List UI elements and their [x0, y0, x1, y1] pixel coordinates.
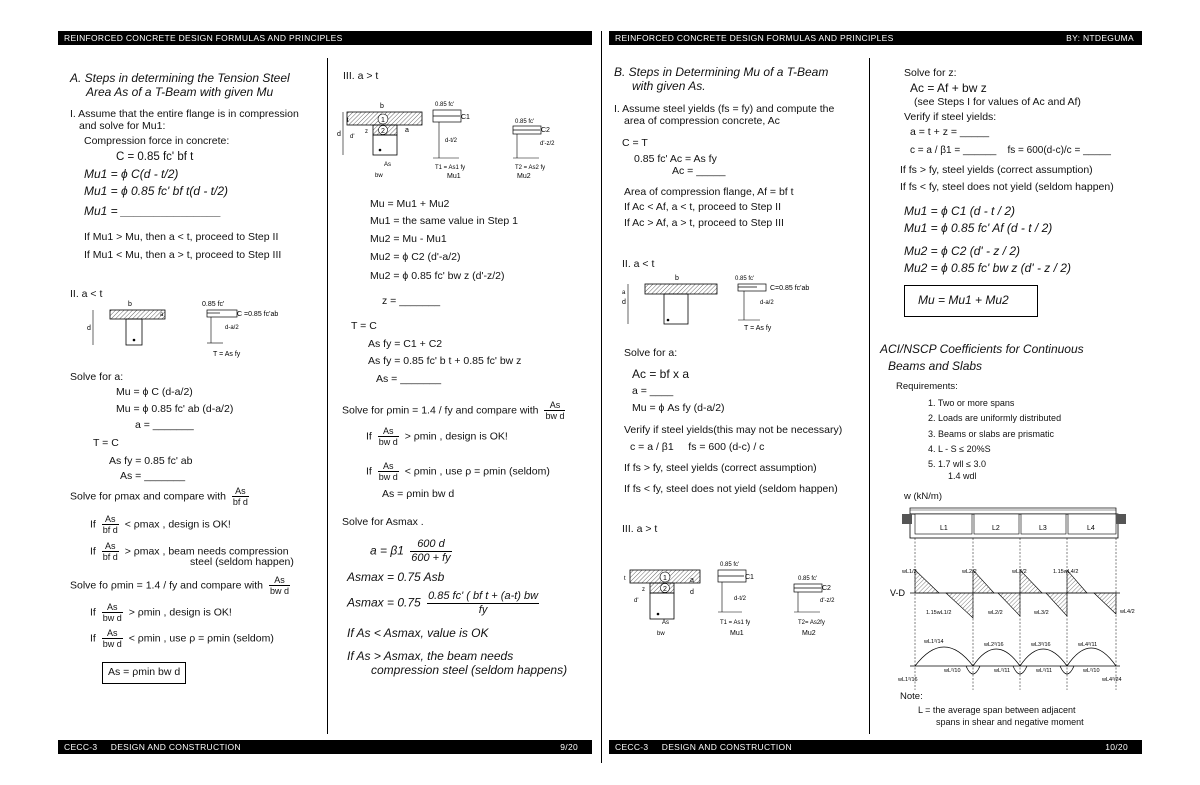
svg-text:b: b	[380, 103, 384, 110]
right-footer-page: 10/20	[1105, 742, 1128, 752]
mu-a2: Mu = ϕ 0.85 fc' ab (d-a/2)	[116, 403, 234, 415]
svg-text:T = As fy: T = As fy	[744, 325, 772, 332]
asmax-eq-2: Asmax = 0.75 $\frac{\text{0.85 fc' ( bf t + (a-t) bw}}{fy}$	[347, 590, 539, 616]
section-b-title-2: with given As.	[632, 79, 706, 93]
b-c-eq: c = a / β1 fs = 600 (d-c) / c	[630, 441, 765, 453]
svg-text:a: a	[405, 127, 409, 134]
svg-text:L2: L2	[992, 525, 1000, 532]
solve-asmax: Solve for Asmax .	[342, 516, 424, 528]
mu-sum: Mu = Mu1 + Mu2	[370, 198, 450, 210]
c-if-fs-lt: If fs < fy, steel does not yield (seldom happen)	[900, 181, 1114, 193]
svg-text:C2: C2	[541, 127, 550, 134]
svg-text:C1: C1	[461, 114, 470, 121]
b-a-blank: a = ____	[632, 385, 674, 397]
t-eq-c: T = C	[93, 437, 119, 449]
svg-text:0.85 fc': 0.85 fc'	[435, 102, 455, 108]
b-step1-line1: I. Assume steel yields (fs = fy) and compute the	[614, 103, 835, 115]
b-solve-for-a: Solve for a:	[624, 347, 678, 359]
svg-text:T2= As2fy: T2= As2fy	[798, 620, 825, 626]
if-as-comp-2: compression steel (seldom happens)	[371, 663, 568, 677]
svg-text:0.85 fc': 0.85 fc'	[798, 576, 818, 582]
if-gt-rho-max: If $\frac{As}{\text{bf d}}$ > ρmax , beam needs compression	[90, 541, 289, 562]
asfy-expand: As fy = 0.85 fc' b t + 0.85 fc' bw z	[368, 355, 522, 367]
left-footer-page: 9/20	[560, 742, 578, 752]
t-eq-c-2: T = C	[351, 320, 377, 332]
svg-text:d-a/2: d-a/2	[760, 300, 774, 306]
svg-text:d-t/2: d-t/2	[734, 596, 747, 602]
svg-text:wL4²/11: wL4²/11	[1078, 642, 1098, 648]
svg-text:bw: bw	[375, 173, 383, 179]
svg-text:As: As	[662, 620, 670, 626]
eq-mu1-b: Mu1 = ϕ 0.85 fc' bf t(d - t/2)	[84, 184, 229, 198]
step1-line2: and solve for Mu1:	[79, 120, 166, 132]
svg-text:d: d	[87, 325, 91, 332]
if-lt-rho-min: If $\frac{As}{\text{bw d}}$ < ρmin , use ρ = ρmin (seldom)	[90, 628, 274, 649]
svg-text:wL3²/16: wL3²/16	[1031, 642, 1051, 648]
svg-text:wL²/11: wL²/11	[1036, 668, 1053, 674]
as-blank-2: As = _______	[376, 373, 442, 385]
left-header-title: REINFORCED CONCRETE DESIGN FORMULAS AND PRINCIPLES	[64, 33, 343, 43]
svg-text:b: b	[675, 275, 679, 282]
b-step1-line2: area of compression concrete, Ac	[624, 115, 780, 127]
svg-text:a: a	[622, 290, 626, 296]
svg-text:C1: C1	[745, 574, 754, 581]
right-column-divider	[869, 58, 870, 734]
c-see-steps: (see Steps I for values of Ac and Af)	[914, 96, 1081, 108]
if-as-ok: If As < Asmax, value is OK	[347, 626, 489, 640]
z-blank: z = _______	[382, 295, 441, 307]
left-footer-course: CECC-3 DESIGN AND CONSTRUCTION	[64, 742, 241, 752]
svg-text:L1: L1	[940, 525, 948, 532]
gt-rho-max-line2: steel (seldom happen)	[190, 556, 294, 568]
svg-text:C =0.85 fc'ab: C =0.85 fc'ab	[237, 311, 279, 318]
b-step3-label: III. a > t	[622, 523, 658, 535]
svg-text:wL1²/14: wL1²/14	[924, 639, 944, 645]
c-mu-total: Mu = Mu1 + Mu2	[918, 293, 1009, 307]
svg-text:d-t/2: d-t/2	[445, 138, 458, 144]
svg-text:bw: bw	[657, 631, 665, 637]
svg-text:0.85 fc': 0.85 fc'	[720, 562, 740, 568]
asmax-eq-1: Asmax = 0.75 Asb	[347, 570, 445, 584]
right-footer-course: CECC-3 DESIGN AND CONSTRUCTION	[615, 742, 792, 752]
svg-text:1.15wL1/2: 1.15wL1/2	[926, 610, 952, 616]
svg-text:wL1/2: wL1/2	[902, 569, 917, 575]
svg-text:wL²/11: wL²/11	[994, 668, 1011, 674]
svg-text:t: t	[624, 576, 626, 582]
svg-text:Mu2: Mu2	[517, 173, 531, 180]
note-line2: spans in shear and negative moment	[936, 717, 1084, 727]
b-ac-eq: 0.85 fc' Ac = As fy	[634, 153, 717, 165]
svg-text:wL3/2: wL3/2	[1012, 569, 1027, 575]
step3-label: III. a > t	[343, 70, 379, 82]
svg-text:1.15wL4/2: 1.15wL4/2	[1053, 569, 1079, 575]
right-header-title: REINFORCED CONCRETE DESIGN FORMULAS AND PRINCIPLES	[615, 33, 894, 43]
svg-text:C=0.85 fc'ab: C=0.85 fc'ab	[770, 285, 810, 292]
svg-text:Mu1: Mu1	[447, 173, 461, 180]
svg-text:Mu1: Mu1	[730, 630, 744, 637]
if-as-comp-1: If As > Asmax, the beam needs	[347, 649, 514, 663]
b-if-ac-lt: If Ac < Af, a < t, proceed to Step II	[624, 201, 782, 213]
eq-c: C = 0.85 fc' bf t	[116, 151, 194, 163]
svg-text:T2 = As2 fy: T2 = As2 fy	[515, 165, 546, 171]
b-area-flange: Area of compression flange, Af = bf t	[624, 186, 794, 198]
a-beta-eq: a = β1 $\frac{600 d}{600 + fy}$	[370, 538, 451, 564]
c-mu2-b: Mu2 = ϕ 0.85 fc' bw z (d' - z / 2)	[904, 261, 1071, 275]
svg-text:T = As fy: T = As fy	[213, 351, 241, 358]
aci-req-2: 2. Loads are uniformly distributed	[928, 413, 1062, 423]
solve-rho-min-2: Solve for ρmin = 1.4 / fy and compare with $\frac{As}{\text{bw d}}$	[342, 400, 565, 421]
solve-for-a: Solve for a:	[70, 371, 124, 383]
b-c-eq-t: C = T	[622, 137, 648, 149]
svg-text:wL2/2: wL2/2	[962, 569, 977, 575]
svg-text:wL²/10: wL²/10	[944, 668, 961, 674]
svg-text:wL1²/16: wL1²/16	[898, 677, 918, 683]
c-c-fs: c = a / β1 = ______ fs = 600(d-c)/c = _____	[910, 145, 1111, 156]
c-a-tz: a = t + z = _____	[910, 126, 990, 138]
note-line1: L = the average span between adjacent	[918, 705, 1076, 715]
aci-req-5a: 5. 1.7 wll ≤ 3.0	[928, 459, 986, 469]
asfy-eq: As fy = 0.85 fc' ab	[109, 455, 193, 467]
c-mu2-a: Mu2 = ϕ C2 (d' - z / 2)	[904, 244, 1020, 258]
solve-rho-max: Solve for ρmax and compare with $\frac{As}{\text{bf d}}$	[70, 486, 248, 507]
b-ac-bfa: Ac = bf x a	[632, 367, 690, 381]
b-step2-label: II. a < t	[622, 258, 655, 270]
left-tbeam-diagram-a-lt-t	[85, 298, 315, 363]
aci-title-2: Beams and Slabs	[888, 359, 983, 373]
step1-line1: I. Assume that the entire flange is in compression	[70, 108, 299, 120]
svg-text:Mu2: Mu2	[802, 630, 816, 637]
as-blank: As = _______	[120, 470, 186, 482]
svg-text:2: 2	[381, 128, 385, 135]
svg-text:b: b	[128, 301, 132, 308]
solve-rho-min: Solve fo ρmin = 1.4 / fy and compare with $\frac{As}{\text{bw d}}$	[70, 575, 289, 596]
b-ac-blank: Ac = _____	[672, 165, 726, 177]
right-tbeam-diagram-a-gt-t	[622, 560, 862, 640]
if-mu1-gt: If Mu1 > Mu, then a < t, proceed to Step II	[84, 231, 279, 243]
c-if-fs-gt: If fs > fy, steel yields (correct assumption)	[900, 164, 1093, 176]
mu2-c2: Mu2 = ϕ C2 (d'-a/2)	[370, 251, 461, 263]
b-if-fs-lt: If fs < fy, steel does not yield (seldom happen)	[624, 483, 838, 495]
svg-text:wL3/2: wL3/2	[1034, 610, 1049, 616]
if-lt-rho-max: If $\frac{As}{\text{bf d}}$ < ρmax , design is OK!	[90, 514, 231, 535]
moment-coeff-labels	[897, 639, 1122, 683]
b-if-fs-gt: If fs > fy, steel yields (correct assumption)	[624, 462, 817, 474]
c-mu1-a: Mu1 = ϕ C1 (d - t / 2)	[904, 204, 1016, 218]
left-header-bar	[58, 31, 592, 45]
if-lt-rho-min-2: If $\frac{As}{\text{bw d}}$ < ρmin , use ρ = ρmin (seldom)	[366, 461, 550, 482]
svg-text:L4: L4	[1087, 525, 1095, 532]
if-gt-rho-min-2: If $\frac{As}{\text{bw d}}$ > ρmin , design is OK!	[366, 426, 508, 447]
svg-text:1: 1	[381, 117, 385, 124]
step2-label: II. a < t	[70, 288, 103, 300]
as-rho-min: As = ρmin bw d	[382, 488, 455, 500]
svg-text:As: As	[384, 162, 392, 168]
svg-text:L3: L3	[1039, 525, 1047, 532]
aci-req-5b: 1.4 wdl	[948, 471, 977, 481]
aci-req-3: 3. Beams or slabs are prismatic	[928, 429, 1055, 439]
mu-a1: Mu = ϕ C (d-a/2)	[116, 386, 193, 398]
svg-text:T1 = As1 fy: T1 = As1 fy	[435, 165, 466, 171]
aci-req-4: 4. L - S ≤ 20%S	[928, 444, 991, 454]
svg-text:C2: C2	[822, 585, 831, 592]
svg-text:V-D: V-D	[890, 588, 906, 598]
svg-text:1: 1	[663, 575, 667, 582]
svg-text:z: z	[365, 129, 368, 135]
svg-text:wL4²/24: wL4²/24	[1102, 677, 1122, 683]
c-verify: Verify if steel yields:	[904, 111, 997, 123]
svg-text:d'-z/2: d'-z/2	[820, 598, 835, 604]
as-final: As = ρmin bw d	[108, 666, 181, 678]
if-gt-rho-min: If $\frac{As}{\text{bw d}}$ > ρmin , design is OK!	[90, 602, 232, 623]
svg-text:0.85 fc': 0.85 fc'	[515, 119, 535, 125]
left-column-divider	[327, 58, 328, 734]
asfy-c1c2: As fy = C1 + C2	[368, 338, 443, 350]
a-blank: a = _______	[135, 419, 194, 431]
right-footer-bar	[609, 740, 1142, 754]
right-tbeam-diagram-a-lt-t	[620, 270, 860, 335]
if-mu1-lt: If Mu1 < Mu, then a > t, proceed to Step III	[84, 249, 282, 261]
section-a-title-2: Area As of a T-Beam with given Mu	[86, 85, 274, 99]
svg-text:d'-z/2: d'-z/2	[540, 141, 555, 147]
b-mu: Mu = ϕ As fy (d-a/2)	[632, 402, 725, 414]
page-fold-divider	[601, 31, 602, 763]
aci-title-1: ACI/NSCP Coefficients for Continuous	[880, 342, 1084, 356]
svg-text:wL2/2: wL2/2	[988, 610, 1003, 616]
svg-text:d': d'	[350, 134, 355, 140]
svg-text:T1 = As1 fy: T1 = As1 fy	[720, 620, 751, 626]
b-verify: Verify if steel yields(this may not be necessary)	[624, 424, 843, 436]
svg-text:wL4/2: wL4/2	[1120, 609, 1135, 615]
svg-text:d: d	[622, 299, 626, 306]
eq-mu1-a: Mu1 = ϕ C(d - t/2)	[84, 167, 179, 181]
mu2-diff: Mu2 = Mu - Mu1	[370, 233, 447, 245]
left-footer-bar	[58, 740, 592, 754]
svg-text:z: z	[642, 587, 645, 593]
aci-requirements: Requirements:	[896, 381, 958, 392]
right-header-author: BY: NTDEGUMA	[1066, 33, 1134, 43]
right-header-bar	[609, 31, 1142, 45]
svg-text:a: a	[160, 312, 164, 318]
svg-text:d-a/2: d-a/2	[225, 325, 239, 331]
section-a-title-1: A. Steps in determining the Tension Steel	[70, 71, 290, 85]
svg-text:0.85 fc': 0.85 fc'	[202, 301, 225, 308]
svg-text:d: d	[337, 131, 341, 138]
section-b-title-1: B. Steps in Determining Mu of a T-Beam	[614, 65, 829, 79]
c-mu1-b: Mu1 = ϕ 0.85 fc' Af (d - t / 2)	[904, 221, 1053, 235]
note-label: Note:	[900, 691, 923, 702]
eq-mu1-c: Mu1 = _______________	[84, 204, 222, 218]
svg-text:t: t	[347, 118, 349, 124]
svg-text:wL2²/16: wL2²/16	[984, 642, 1004, 648]
svg-text:wL²/10: wL²/10	[1083, 668, 1100, 674]
w-label: w (kN/m)	[904, 491, 942, 502]
left-tbeam-diagram-a-gt-t	[335, 100, 585, 180]
svg-text:d: d	[690, 589, 694, 596]
b-if-ac-gt: If Ac > Af, a > t, proceed to Step III	[624, 217, 784, 229]
mu1-same: Mu1 = the same value in Step 1	[370, 215, 518, 227]
svg-text:2: 2	[663, 586, 667, 593]
aci-req-1: 1. Two or more spans	[928, 398, 1015, 408]
svg-text:0.85 fc': 0.85 fc'	[735, 276, 755, 282]
c-ac-z: Ac = Af + bw z	[910, 81, 987, 95]
compression-label: Compression force in concrete:	[84, 135, 230, 147]
svg-text:a: a	[690, 577, 694, 584]
c-solve-z: Solve for z:	[904, 67, 957, 79]
svg-text:d': d'	[634, 598, 639, 604]
continuous-beam-coefficient-diagram	[884, 500, 1144, 695]
mu2-full: Mu2 = ϕ 0.85 fc' bw z (d'-z/2)	[370, 270, 505, 282]
